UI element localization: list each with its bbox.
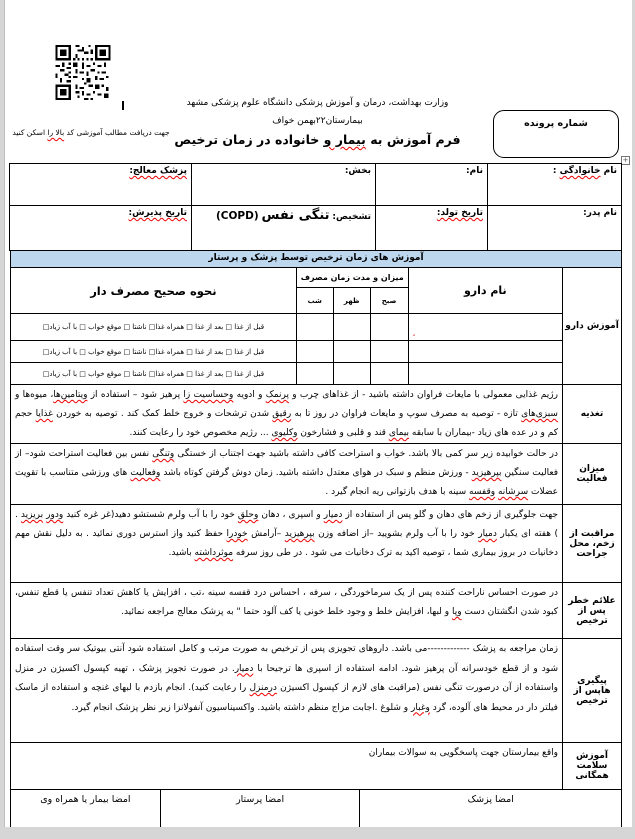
physician-label: پزشک معالج: [129, 166, 187, 176]
dose-noon-field [333, 341, 370, 363]
form-title: فرم آموزش به بیمار و خانواده در زمان ترخیص [174, 132, 461, 147]
usage-options: قبل از غذا □ بعد از غذا □ همراه غذا□ ناشتا □ موقع خواب □ با آب زیاد□ [11, 363, 297, 385]
section-danger-signs [10, 582, 622, 639]
drug-name-field [408, 314, 563, 341]
birth-date-label: تاریخ تولد: [436, 208, 483, 218]
admission-date-cell [10, 206, 192, 251]
section-label: آموزش سلامت همگانی [562, 743, 621, 789]
dose-night-field [296, 363, 333, 385]
discharge-form [10, 163, 622, 830]
birth-date-cell [376, 206, 488, 251]
time-col-morning: صبح [370, 288, 408, 314]
first-name-label: نام: [466, 166, 483, 176]
dose-noon-field [333, 314, 370, 341]
physician-signature-cell: امضا پزشک [360, 790, 622, 830]
dose-night-field [296, 341, 333, 363]
diagnosis-label: تشخیص: [332, 212, 371, 222]
section-public-health [10, 742, 622, 790]
qr-caption: جهت دریافت مطالب آموزشی کد بالا را اسکن کنید [12, 128, 170, 137]
physician-cell [10, 164, 192, 206]
dose-morning-field [370, 341, 408, 363]
diagnosis-cell [192, 206, 376, 251]
file-number-label: شماره پرونده [524, 118, 588, 129]
letterhead [145, 99, 490, 147]
section-followup [10, 638, 622, 743]
text-cursor-artifact [122, 101, 124, 110]
file-number-box [493, 110, 619, 158]
section-text: در حالت خوابیده زیر سر کمی بالا باشد. خواب و استراحت کافی داشته باشید جهت اجتناب از خستگی وتنگی نفس بین فعالیت استراحت شود– از فعالیت سنگین بپرهیزید - ورزش منظم و سبک در هوای معتدل داشته باشید. زمان دوش گرفتن کوتاه باشد وفعالیت های ورزشی متناسب با تقویت عضلات سرشانه وقفسه سینه با هدف بازتوانی ریه انجام گیرد . [15, 449, 558, 497]
usage-header: نحوه صحیح مصرف دار [11, 268, 297, 314]
section-label: مراقبت از زخم، محل جراحت [562, 505, 621, 582]
last-name-cell [488, 164, 622, 206]
diagnosis-value: تنگی نفس [261, 208, 330, 223]
stray-mark: ، [412, 329, 416, 338]
section-label: تغذیه [562, 385, 621, 443]
qr-code [50, 45, 116, 100]
ministry-line: وزارت بهداشت، درمان و آموزش پزشکی دانشگاه علوم پزشکی مشهد [186, 98, 449, 108]
dosage-header: میزان و مدت زمان مصرف [296, 268, 408, 288]
document-page [4, 0, 632, 827]
dose-morning-field [370, 363, 408, 385]
time-col-night: شب [296, 288, 333, 314]
diagnosis-en: (COPD) [215, 210, 259, 222]
section-text: در صورت احساس ناراحت کننده پس از یک سرماخوردگی ، سرفه ، احساس درد قفسه سینه ،تب ، افزایش یا کاهش تعداد تنفس یا قطع تنفس، کبود شدن انگشتان دست وپا و لبها، افزایش خلط و وجود خلط خونی یا کف آلود حتما " به پزشک معالج مراجعه نمائید. [15, 588, 558, 617]
patient-info-table [9, 163, 622, 251]
medication-section-label: آموزش دارو [563, 268, 622, 385]
section-text: واقع بیمارستان جهت پاسخگویی به سوالات بیماران [368, 748, 558, 758]
drug-name-header: نام دارو [408, 268, 563, 314]
nurse-signature-cell: امضا پرستار [160, 790, 360, 830]
father-name-cell [488, 206, 622, 251]
usage-options: قبل از غذا □ بعد از غذا □ همراه غذا□ ناشتا □ موقع خواب □ با آب زیاد□ [11, 341, 297, 363]
section-activity [10, 443, 622, 505]
section-text: رژیم غذایی معمولی با مایعات فراوان داشته باشید - از غذاهای چرب و پرنمک و ادویه وحساسیت زا پرهیز شود – استفاده از ویتامین‌ها، میوه‌ها و سبزی‌های تازه - توصیه به مصرف سوپ و مایعات فراوان در روز تا به رقیق شدن ترشحات و خروج خلط کمک کند . توصیه به خوردن غذایا حجم کم و در عده های زیاد -بیماران با سابقه بیمای قند و قلبی و فشارخون وکلیوی ... رژیم مخصوص خود را رعایت کنند. [15, 390, 558, 438]
usage-options: قبل از غذا □ بعد از غذا □ همراه غذا□ ناشتا □ موقع خواب □ با آب زیاد□ [11, 314, 297, 341]
section-nutrition [10, 384, 622, 444]
section-wound-care [10, 504, 622, 583]
drug-name-field [408, 363, 563, 385]
admission-date-label: تاریخ پذیرش: [128, 208, 187, 218]
section-label: علائم خطر پس از ترخیص [562, 583, 621, 638]
section-text: جهت جلوگیری از زخم های دهان و گلو پس از استفاده از دمیار و اسپری ، دهان وحلق خود را با آب ولرم شستشو دهید(غر غره کنید ودور بریزید . ) هفته ای یکبار دمیار خود را با آب ولرم بشویید –از اضافه وزن بپرهیزید –آرامش خودرا حفظ کنید واز استرس دوری نمائید . به دلیل نقش مهم دخانیات در بروز بیماری شما ، توصیه اکید به ترک دخانیات می شود . در طی روز سرفه موثرداشته باشید. [15, 510, 559, 558]
section-text: زمان مراجعه به پزشک -------------می باشد. داروهای تجویزی پس از ترخیص به صورت مرتب و کامل استفاده شود آنتی بیوتیک سر وقت استفاده شود و از قطع خودسرانه آن پرهیز شود. ادامه استفاده از اسپری ها ترجیحا با دمیار. در صورت تجویز پزشک ، تهیه کپسول اکسیژن در منزل واستفاده از آن درصورت تنگی نفس (مراقبت های لازم از کپسول اکسیژن درمنزل را رعایت کنید). انجام بازدم با لبهای غنچه و استفاده از ماسک فیلتر دار در محیط های آلوده، گرد وغبار و شلوغ .اجابت مزاج منظم داشته باشید. واکسیناسیون آنفولانزا زیر نظر پزشک انجام گیرد. [15, 644, 558, 713]
patient-signature-cell: امضا بیمار یا همراه وی [11, 790, 161, 830]
dose-noon-field [333, 363, 370, 385]
first-name-cell [376, 164, 488, 206]
table-anchor-icon: + [622, 156, 629, 164]
page-margin [0, 827, 635, 839]
ward-cell [192, 164, 376, 206]
father-name-label: نام پدر: [583, 208, 617, 218]
last-name-label: نام خانوادگی : [552, 166, 617, 176]
medication-table [10, 267, 622, 385]
drug-name-field [408, 341, 563, 363]
ward-label: بخش: [344, 166, 371, 176]
signature-row [10, 789, 622, 830]
section-label: پیگیری هاپس از ترخیص [562, 639, 621, 742]
section-label: میزان فعالیت [562, 444, 621, 504]
hospital-line: بیمارستان۲۲بهمن خواف [272, 116, 363, 126]
dose-morning-field [370, 314, 408, 341]
time-col-noon: ظهر [333, 288, 370, 314]
dose-night-field [296, 314, 333, 341]
band-title: آموزش های زمان ترخیص توسط پزشک و پرستار [10, 250, 622, 268]
